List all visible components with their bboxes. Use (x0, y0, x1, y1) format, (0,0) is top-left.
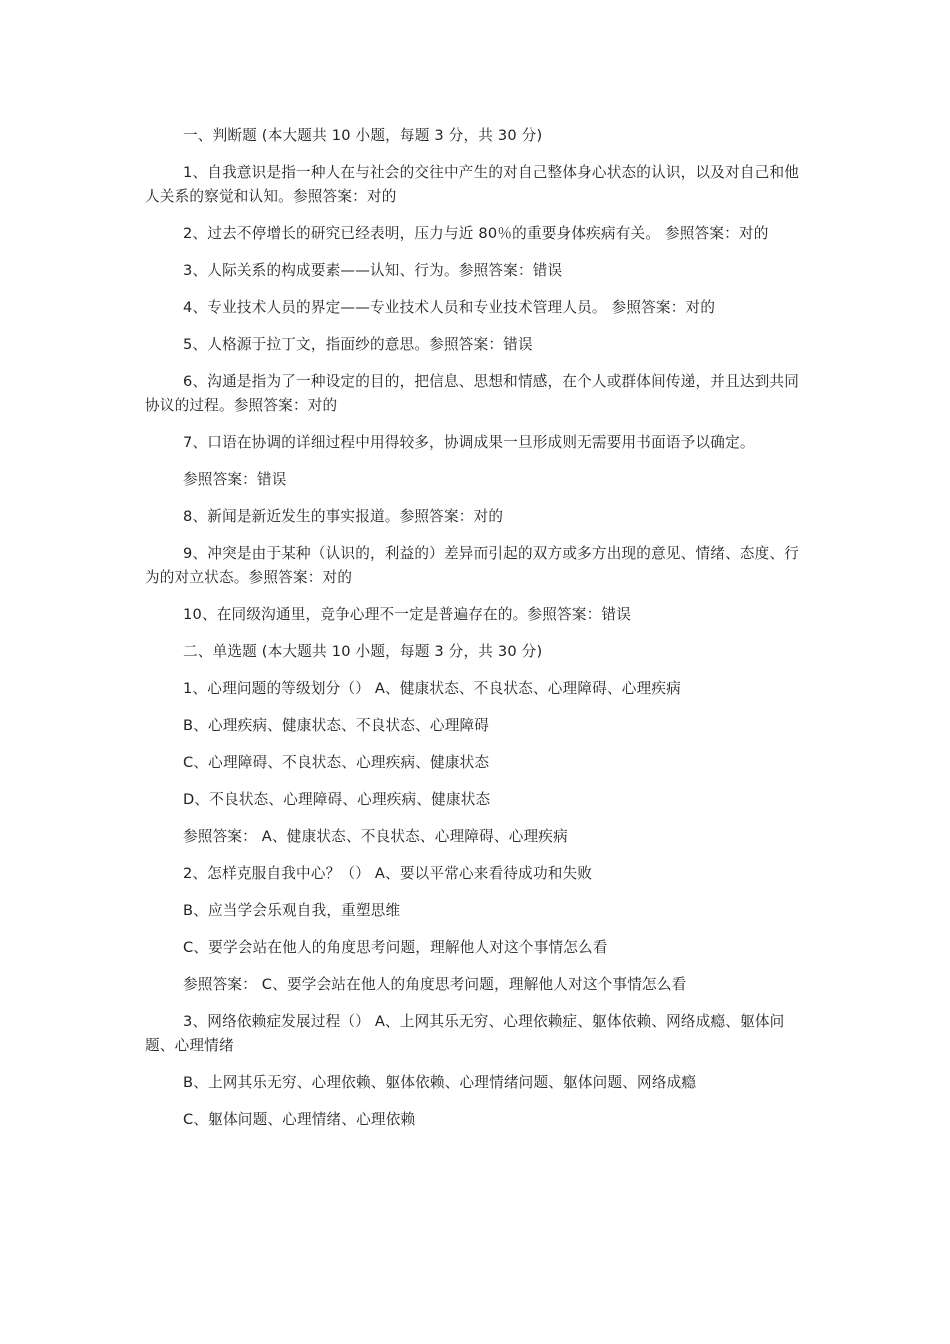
section-heading-true-false: 一、判断题 (本大题共 10 小题，每题 3 分，共 30 分) (183, 127, 543, 144)
answer-paragraph: 参照答案： C、要学会站在他人的角度思考问题，理解他人对这个事情怎么看 (183, 976, 687, 993)
question-paragraph: 7、口语在协调的详细过程中用得较多，协调成果一旦形成则无需要用书面语予以确定。 (183, 434, 755, 451)
question-paragraph: 1、自我意识是指一种人在与社会的交往中产生的对自己整体身心状态的认识，以及对自己和他人关系的察觉和认知。参照答案：对的 (145, 164, 800, 205)
question-paragraph: 6、沟通是指为了一种设定的目的，把信息、思想和情感，在个人或群体间传递，并且达到共同协议的过程。参照答案：对的 (145, 373, 800, 414)
option-paragraph: C、要学会站在他人的角度思考问题，理解他人对这个事情怎么看 (183, 939, 608, 956)
option-paragraph: B、应当学会乐观自我，重塑思维 (183, 902, 401, 919)
question-paragraph: 10、在同级沟通里，竞争心理不一定是普遍存在的。参照答案：错误 (183, 606, 631, 623)
question-paragraph: 3、网络依赖症发展过程（） A、上网其乐无穷、心理依赖症、躯体依赖、网络成瘾、躯体问题、心理情绪 (145, 1013, 785, 1054)
document-body (145, 124, 810, 1145)
option-paragraph: C、心理障碍、不良状态、心理疾病、健康状态 (183, 754, 490, 771)
question-paragraph: 5、人格源于拉丁文，指面纱的意思。参照答案：错误 (183, 336, 533, 353)
question-paragraph: 4、专业技术人员的界定——专业技术人员和专业技术管理人员。 参照答案：对的 (183, 299, 716, 316)
section-heading-single-choice: 二、单选题 (本大题共 10 小题，每题 3 分，共 30 分) (183, 643, 543, 660)
question-paragraph: 2、怎样克服自我中心？（） A、要以平常心来看待成功和失败 (183, 865, 593, 882)
question-paragraph: 2、过去不停增长的研究已经表明，压力与近 80％的重要身体疾病有关。 参照答案：对的 (183, 225, 769, 242)
option-paragraph: C、躯体问题、心理情绪、心理依赖 (183, 1111, 416, 1128)
question-paragraph: 3、人际关系的构成要素——认知、行为。参照答案：错误 (183, 262, 563, 279)
answer-paragraph: 参照答案：错误 (183, 471, 287, 488)
option-paragraph: D、不良状态、心理障碍、心理疾病、健康状态 (183, 791, 491, 808)
question-paragraph: 8、新闻是新近发生的事实报道。参照答案：对的 (183, 508, 504, 525)
option-paragraph: B、上网其乐无穷、心理依赖、躯体依赖、心理情绪问题、躯体问题、网络成瘾 (183, 1074, 697, 1091)
answer-paragraph: 参照答案： A、健康状态、不良状态、心理障碍、心理疾病 (183, 828, 568, 845)
option-paragraph: B、心理疾病、健康状态、不良状态、心理障碍 (183, 717, 490, 734)
question-paragraph: 1、心理问题的等级划分（） A、健康状态、不良状态、心理障碍、心理疾病 (183, 680, 681, 697)
question-paragraph: 9、冲突是由于某种（认识的，利益的）差异而引起的双方或多方出现的意见、情绪、态度、行为的对立状态。参照答案：对的 (145, 545, 800, 586)
